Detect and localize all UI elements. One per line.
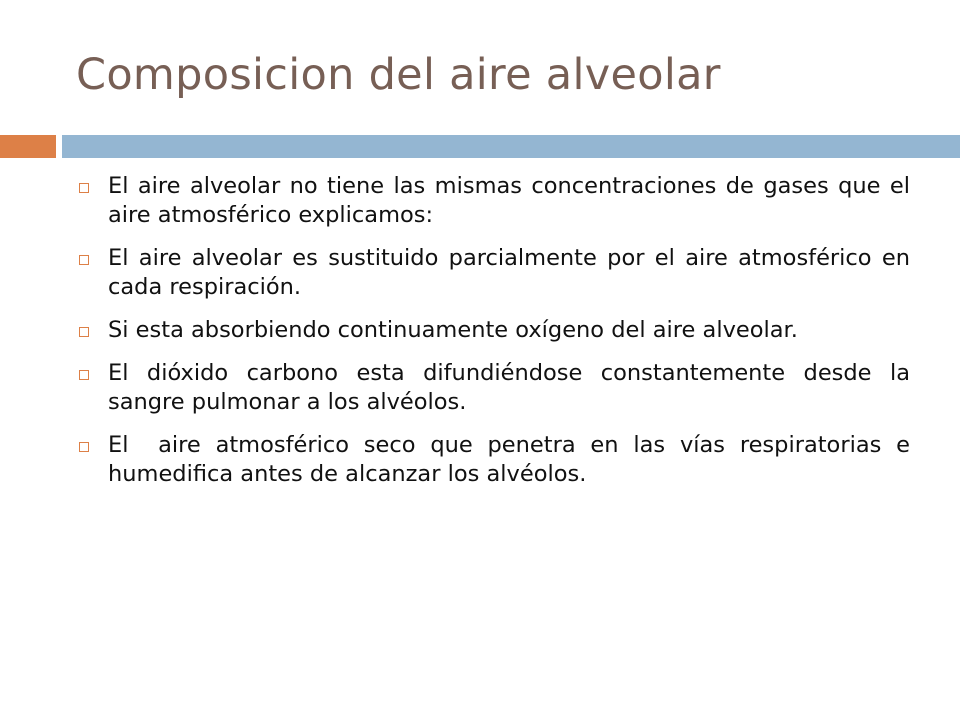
hollow-square-bullet-icon bbox=[79, 255, 89, 265]
bullet-item bbox=[76, 431, 918, 489]
slide-title: Composicion del aire alveolar bbox=[76, 50, 721, 100]
bullet-item bbox=[76, 316, 910, 345]
title-divider-accent bbox=[0, 135, 56, 158]
bullet-text: El aire alveolar es sustituido parcialmente por el aire atmosférico en cada respiración. bbox=[108, 245, 910, 300]
hollow-square-bullet-icon bbox=[79, 183, 89, 193]
hollow-square-bullet-icon bbox=[79, 442, 89, 452]
hollow-square-bullet-icon bbox=[79, 370, 89, 380]
bullet-text: Si esta absorbiendo continuamente oxígeno del aire alveolar. bbox=[108, 317, 798, 343]
bullet-item bbox=[76, 244, 910, 302]
bullet-list bbox=[76, 172, 918, 503]
bullet-item bbox=[76, 172, 910, 230]
hollow-square-bullet-icon bbox=[79, 327, 89, 337]
bullet-text: El aire alveolar no tiene las mismas concentraciones de gases que el aire atmosférico explicamos: bbox=[108, 173, 910, 228]
title-divider-bar bbox=[62, 135, 960, 158]
bullet-text: El aire atmosférico seco que penetra en las vías respiratorias e humedifica antes de alcanzar los alvéolos. bbox=[108, 432, 918, 487]
bullet-item bbox=[76, 359, 910, 417]
bullet-text: El dióxido carbono esta difundiéndose constantemente desde la sangre pulmonar a los alvéolos. bbox=[108, 360, 910, 415]
